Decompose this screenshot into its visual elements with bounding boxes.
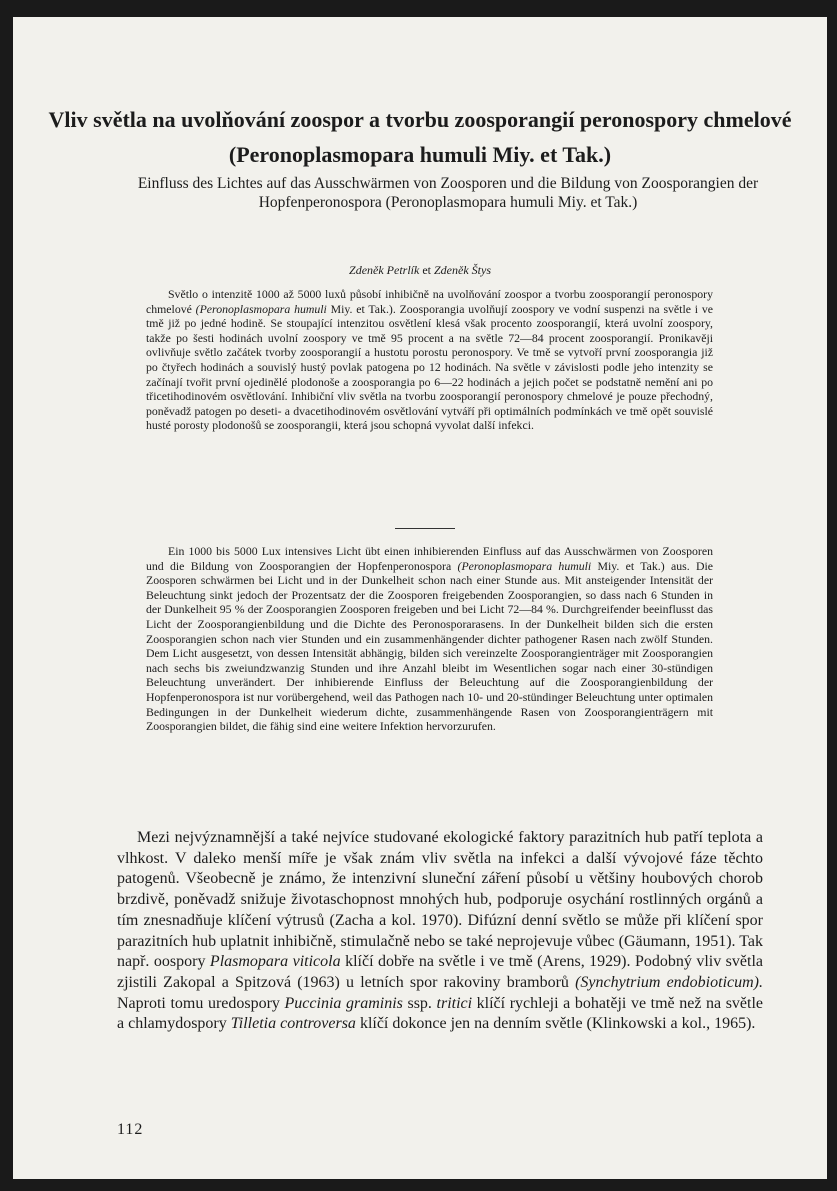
species-name: tritici [436,994,473,1012]
body-text-run: ssp. [402,994,437,1012]
author-first: Zdeněk Petrlík [349,263,420,277]
czech-abstract-paragraph [146,287,713,433]
german-abstract-species: (Peronoplasmopara humuli [457,558,592,573]
species-name: Plasmopara viticola [209,953,341,971]
czech-abstract [146,287,713,433]
authors-line [13,263,827,278]
body-text-run: klíčí rychleji a bohatěji ve tmě než na světle a chlamydospory [117,994,764,1033]
czech-abstract-text-continued: Miy. et Tak.). Zoosporangia uvolňují zoospory ve vodní suspenzi na světle i ve tmě již po jedné hodině. Se stoupající intenzitou osvětlení klesá však procento zoosporangií, která uvolní zoospory, takže po šesti hodinách uvolní zoospory ve tmě 95 procent a na světle 72—84 procent zoosporangií. Pronikavěji ovlivňuje světlo začátek tvorby zoosporangií a hustotu porostu peronospory. Ve tmě se vytvoří první zoosporangia již po čtyřech hodinách a souvislý hustý povlak patogena po 12 hodinách. Na světle v závislosti podle jeho intenzity se začínají tvořit první ojedinělé plodonoše a zoosporangia po 6—22 hodinách a jejich počet se podstatně nemění ani po třicetihodinovém osvětlování. Inhibiční vliv světla na tvorbu zoosporangií peronospory chmelové je pouze přechodný, poněvadž patogen po deseti- a dvacetihodinovém osvětlování vytváří při optimálních podmínkách ve tmě opět souvislé husté porosty plodonošů se zoosporangii, která jsou schopná vyvolat další infekci. [146,301,713,433]
main-body-text [117,828,763,1035]
body-paragraph [117,828,763,1035]
czech-abstract-species: (Peronoplasmopara humuli [195,301,327,316]
czech-abstract-text: Světlo o intenzitě 1000 až 5000 luxů působí inhibičně na uvolňování zoospor a tvorbu zoosporangií peronospory chmelové [146,287,713,316]
section-divider [395,528,455,529]
body-text-run: Naproti tomu uredospory [117,994,285,1012]
body-text-run: klíčí dobře na světle i ve tmě (Arens, 1929). Podobný vliv světla zjistili Zakopal a Spitzová (1963) u letních spor rakoviny bramborů [117,953,764,991]
page-title: Vliv světla na uvolňování zoospor a tvorbu zoosporangií peronospory chmelové (Peronoplasmopara humuli Miy. et Tak.) [48,107,792,167]
body-text-run: klíčí dokonce jen na denním světle (Klinkowski a kol., 1965). [355,1015,756,1033]
german-subtitle: Einfluss des Lichtes auf das Ausschwärmen von Zoosporen und die Bildung von Zoosporangien der Hopfenperonospora (Peronoplasmopara humuli Miy. et Tak.) [137,175,759,211]
species-name: (Synchytrium endobioticum). [575,973,763,991]
german-abstract-paragraph [146,544,713,734]
author-second: Zdeněk Štys [434,263,491,277]
body-text-run: Mezi nejvýznamnější a také nejvíce studované ekologické faktory parazitních hub patří teplota a vlhkost. V daleko menší míře je však znám vliv světla na infekci a další vývojové fáze těchto patogenů. Všeobecně je známo, že intenzivní sluneční záření působí u většiny houbových chorob brzdivě, poněvadž snižuje životaschopnost mnohých hub, podporuje osychání rostlinných orgánů a tím znesnadňuje klíčení výtrusů (Zacha a kol. 1970). Difúzní denní světlo se může při klíčení spor parazitních hub uplatnit inhibičně, stimulačně nebo se také neprojevuje vůbec (Gäumann, 1951). Tak např. oospory [117,829,763,971]
german-abstract [146,544,713,734]
page-number: 112 [117,1121,144,1138]
species-name: Tilletia controversa [230,1015,356,1033]
species-name: Puccinia graminis [284,994,403,1012]
author-connector: et [422,263,431,277]
document-page [13,17,827,1179]
german-abstract-text-continued: Miy. et Tak.) aus. Die Zoosporen schwärmen bei Licht und in der Dunkelheit schon nach einer Stunde aus. Mit ansteigender Intensität der Beleuchtung sinkt jedoch der Prozentsatz der die Zoosporen freigebenden Zoosporangien, so dass nach 6 Stunden in der Dunkelheit 95 % der Zoosporangien Zoosporen freigeben und bei Licht 72—84 %. Durchgreifender beeinflusst das Licht der Zoosporangienbildung und die Dichte des Peronosporarasens. In der Dunkelheit bilden sich die ersten Zoosporangien schon nach vier Stunden und ein zusammenhängender dichter pathogener Rasen nach zwölf Stunden. Dem Licht ausgesetzt, von dessen Intensität abhängig, bilden sich vereinzelte Zoosporangienträger mit Zoosporangien nach sechs bis zweiundzwanzig Stunden und ihre Anzahl bleibt im Wesentlichen sogar nach einer 30-stündigen Beleuchtung unverändert. Der inhibierende Einfluss der Beleuchtung auf die Zoosporangienbildung der Hopfenperonospora ist nur vorübergehend, weil das Pathogen nach 10- und 20-stündinger Beleuchtung unter optimalen Bedingungen in der Dunkelheit wiederum dichte, zusammenhängende Rasen von Zoosporangienträgern mit Zoosporangien bildet, die fähig sind eine weitere Infektion hervorzurufen. [146,558,713,734]
german-abstract-text: Ein 1000 bis 5000 Lux intensives Licht übt einen inhibierenden Einfluss auf das Ausschwärmen von Zoosporen und die Bildung von Zoosporangien der Hopfenperonospora [146,544,713,573]
